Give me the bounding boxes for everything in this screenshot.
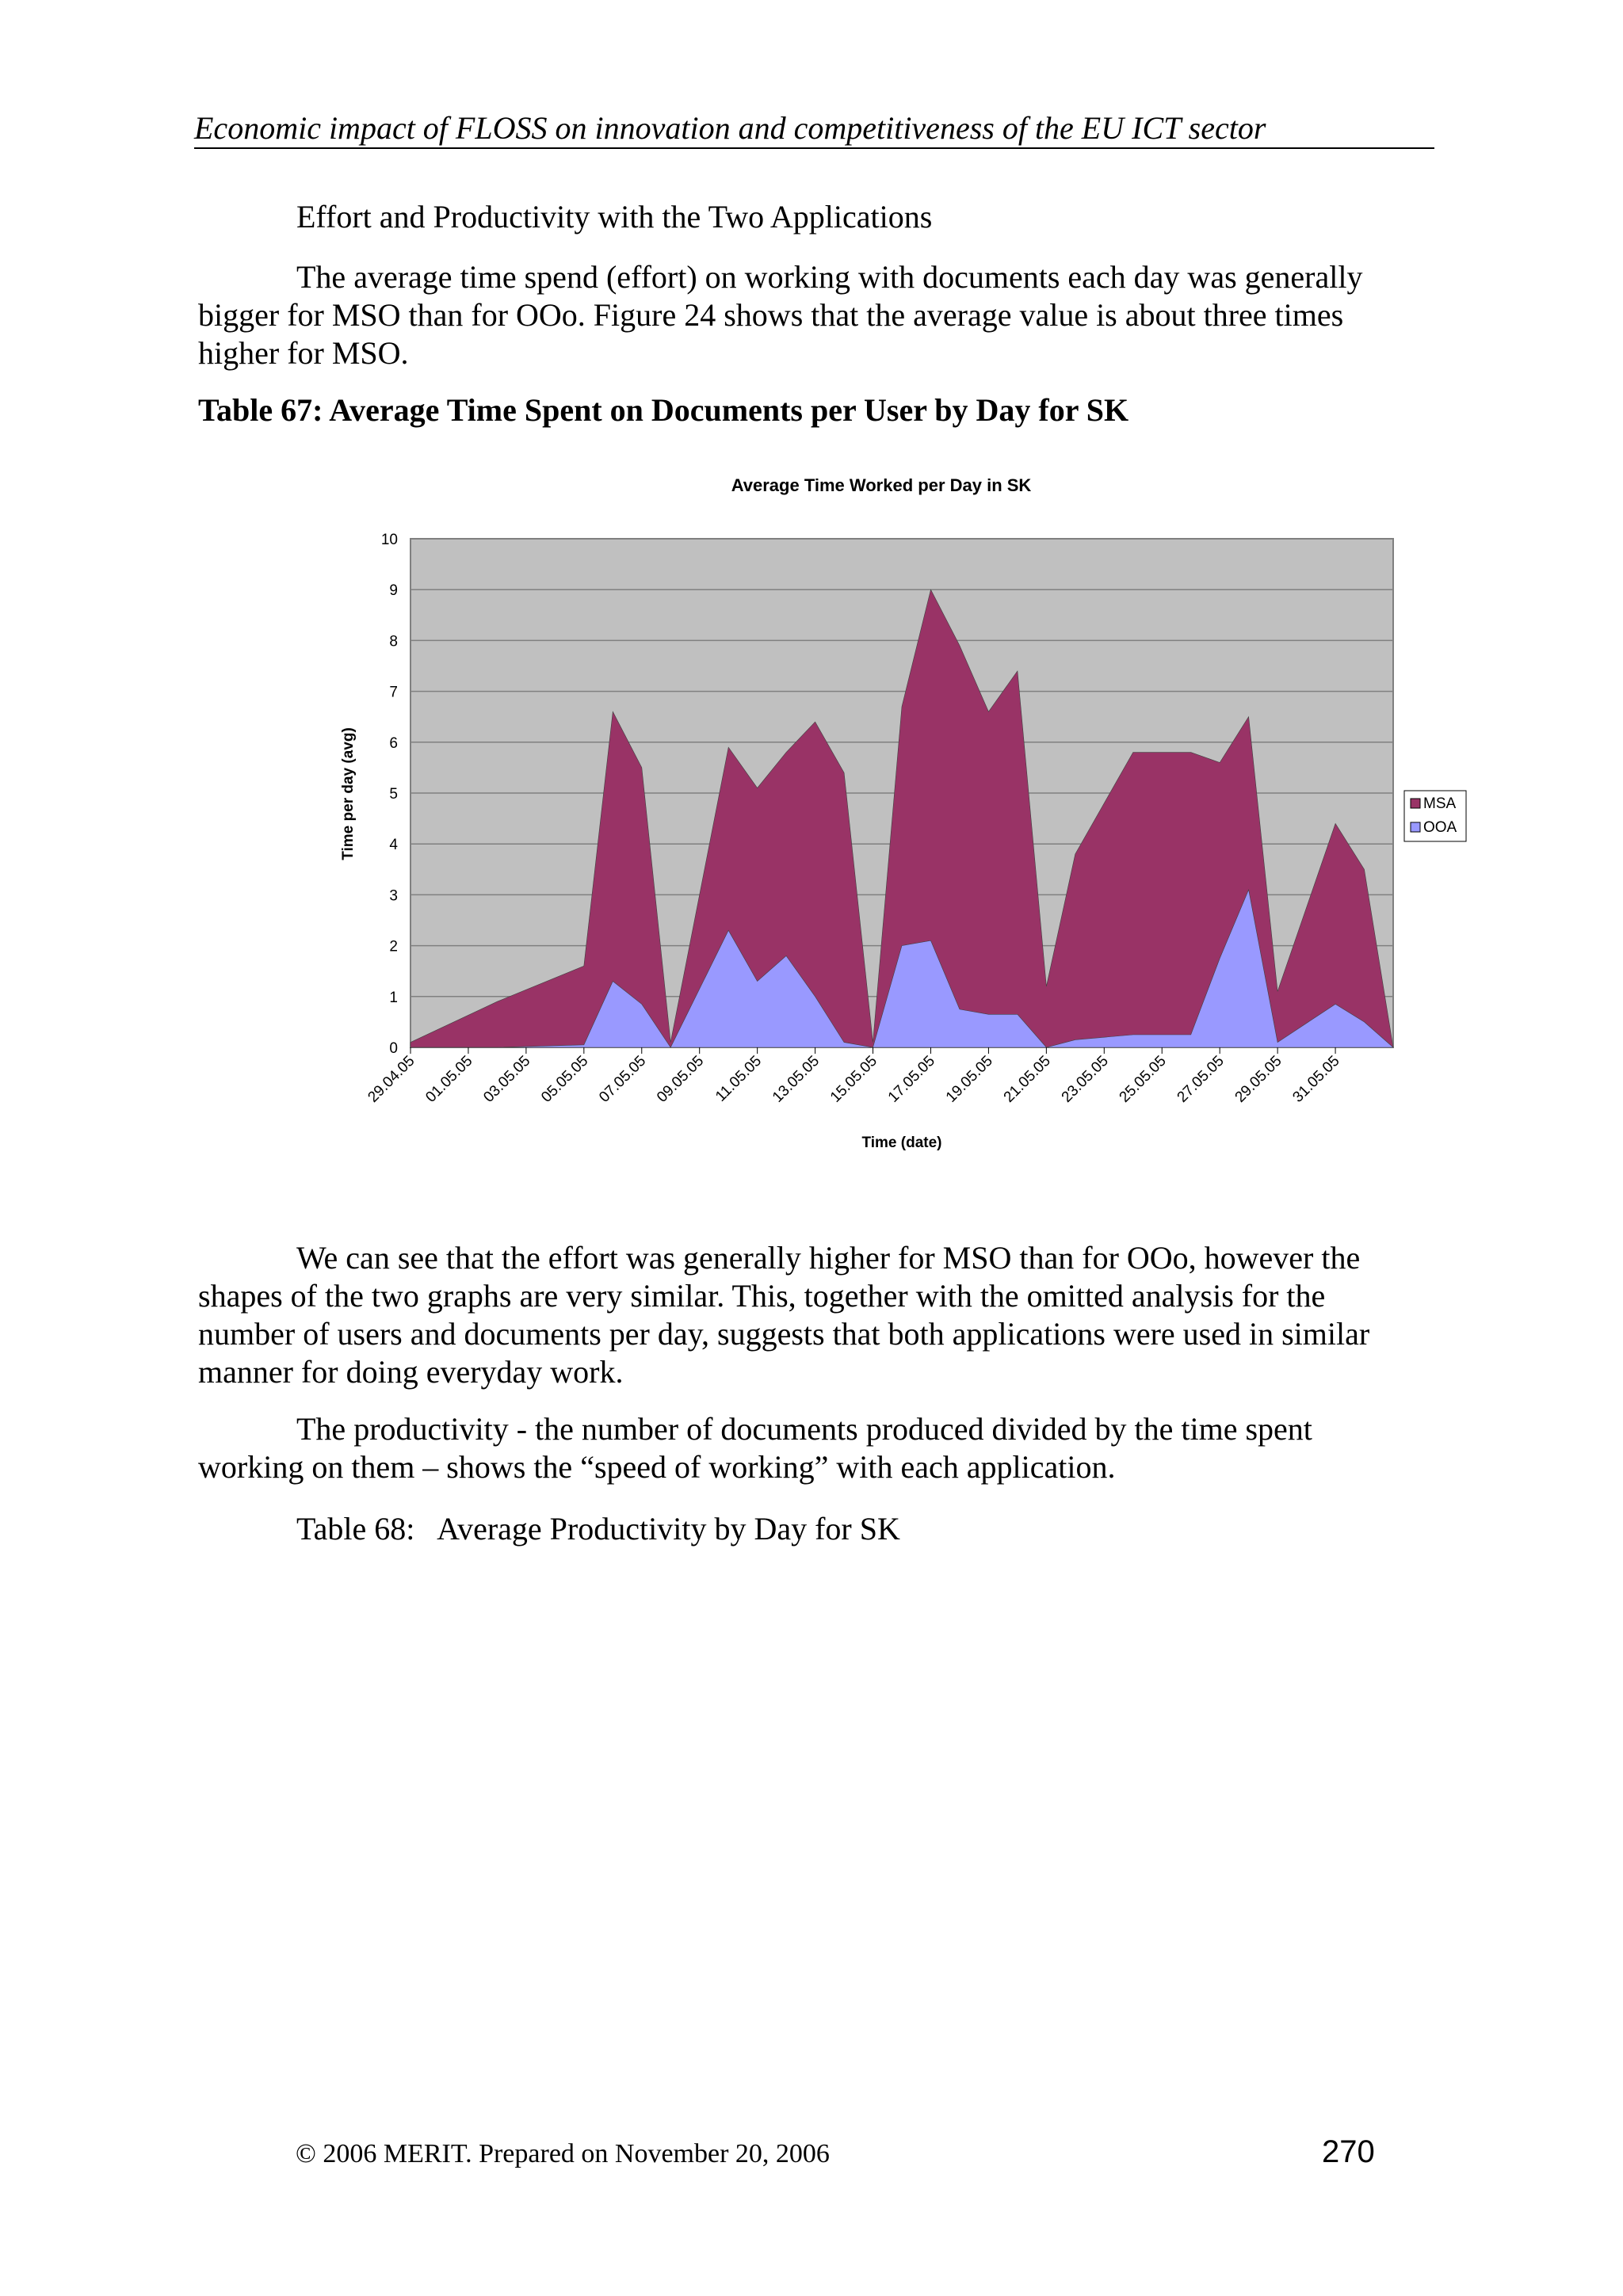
table-67-caption: Table 67: Average Time Spent on Documents per User by Day for SK: [198, 392, 1129, 428]
y-tick-label: 10: [380, 532, 398, 548]
legend-label-msa: MSA: [1423, 795, 1457, 812]
y-tick-labels: [381, 532, 399, 1057]
area-chart: [317, 467, 1474, 1165]
x-axis-label: Time (date): [861, 1135, 942, 1151]
y-tick-label: 3: [389, 887, 398, 905]
legend-swatch-ooa: [1411, 822, 1420, 832]
x-tick-label: 17.05.05: [884, 1052, 939, 1106]
paragraph-1: The average time spend (effort) on working with documents each day was generally bigger for MSO than for OOo. Figure 24 shows that the average value is about three times higher for MSO.: [198, 259, 1363, 371]
legend: [1404, 791, 1466, 841]
y-tick-label: 0: [389, 1040, 398, 1057]
x-tick-label: 05.05.05: [538, 1052, 592, 1106]
page-number: 270: [1322, 2134, 1375, 2169]
paragraph-2: We can see that the effort was generally higher for MSO than for OOo, however the shapes of the two graphs are very similar. This, together with the omitted analysis for the number of users and documents per day, suggests that both applications were used in similar manner for doing everyday work.: [198, 1240, 1370, 1390]
y-tick-label: 2: [389, 938, 398, 955]
y-tick-label: 1: [389, 989, 398, 1006]
chart-title: Average Time Worked per Day in SK: [731, 475, 1032, 495]
table-68-caption: Table 68: Average Productivity by Day for SK: [296, 1511, 900, 1547]
y-tick-label: 7: [389, 684, 398, 701]
x-tick-labels: [365, 1047, 1342, 1106]
legend-swatch-msa: [1411, 799, 1420, 808]
x-tick-label: 25.05.05: [1116, 1052, 1170, 1106]
x-tick-label: 01.05.05: [422, 1052, 476, 1106]
x-tick-label: 31.05.05: [1289, 1052, 1343, 1106]
x-tick-label: 03.05.05: [480, 1052, 534, 1106]
legend-label-ooa: OOA: [1423, 819, 1457, 836]
paragraph-3: The productivity - the number of documents produced divided by the time spent working on them – shows the “speed of working” with each application.: [198, 1411, 1312, 1485]
y-axis-label: Time per day (avg): [340, 727, 357, 860]
y-tick-label: 6: [389, 734, 398, 752]
x-tick-label: 15.05.05: [827, 1052, 881, 1106]
y-tick-label: 5: [389, 786, 398, 803]
page-header: [194, 109, 1434, 149]
x-tick-label: 11.05.05: [712, 1052, 766, 1105]
y-tick-label: 9: [389, 582, 398, 600]
header-title: Economic impact of FLOSS on innovation and competitiveness of the EU ICT sector: [194, 110, 1266, 146]
x-tick-label: 21.05.05: [1000, 1052, 1054, 1106]
x-tick-label: 29.05.05: [1232, 1052, 1285, 1106]
x-tick-label: 19.05.05: [942, 1052, 996, 1106]
x-tick-label: 13.05.05: [769, 1052, 823, 1106]
x-tick-label: 23.05.05: [1058, 1052, 1112, 1106]
chart-container: [317, 467, 1474, 1165]
y-tick-label: 8: [389, 633, 398, 650]
x-tick-label: 27.05.05: [1174, 1052, 1228, 1106]
y-tick-label: 4: [389, 837, 398, 854]
x-tick-label: 29.04.05: [365, 1052, 418, 1106]
section-heading: Effort and Productivity with the Two Applications: [296, 199, 933, 235]
footer-copyright: © 2006 MERIT. Prepared on November 20, 2006: [296, 2139, 830, 2168]
x-tick-label: 07.05.05: [596, 1052, 650, 1106]
x-tick-label: 09.05.05: [654, 1052, 708, 1106]
